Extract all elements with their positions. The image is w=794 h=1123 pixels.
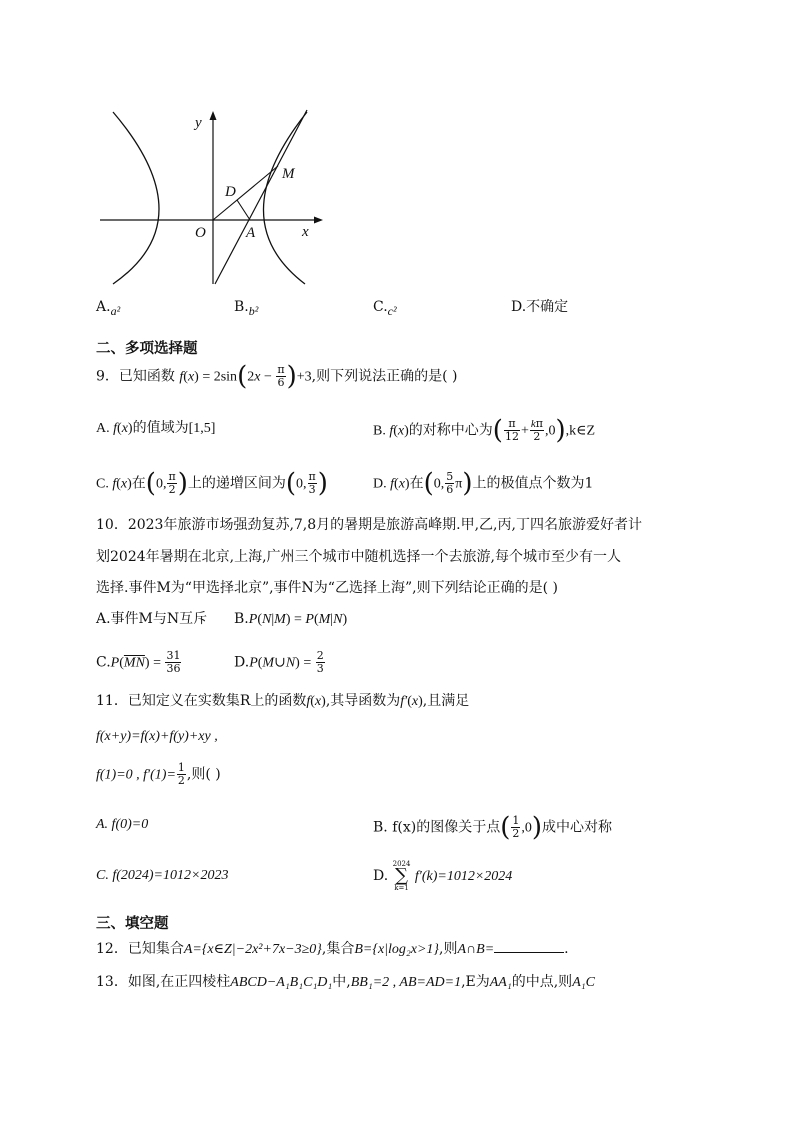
q11-option-b: B. f(x)的图像关于点( $\frac{1}{2}$ ,0)成中心对称: [373, 812, 613, 843]
label-x: x: [302, 224, 309, 240]
q12: 12．已知集合A={x∈Z|−2x²+7x−3≥0},集合B={x|log₂x>1},则A∩B= .: [96, 938, 569, 960]
x-axis-arrow: [314, 217, 323, 224]
q11-equation-2: f(1)=0 , f′(1)= $\frac{1}{2}$ ,则( ): [96, 761, 221, 787]
q9-stem: 9．已知函数 f(x) = 2sin(2x − $\frac{\pi}{6}$ )+3,则下列说法正确的是( ): [96, 361, 458, 392]
hyperbola-figure: [95, 108, 335, 288]
q12-answer-blank[interactable]: [494, 938, 564, 953]
q11-option-d: D. 2024 ∑ k=1 f′(k)=1012×2024: [373, 860, 513, 892]
q10-option-b: B.P(N|M) = P(M|N): [234, 611, 348, 627]
label-M: M: [282, 166, 295, 182]
section-multiple-choice: 二、多项选择题: [96, 341, 198, 357]
label-A: A: [246, 225, 256, 241]
q9-option-a: A. f(x)的值域为[1,5]: [96, 420, 216, 436]
segment-DA: [237, 200, 250, 220]
label-y: y: [195, 115, 202, 131]
q10-option-d: D.P(M∪N) = $\frac{2}{3}$: [234, 649, 324, 675]
section-fill-in: 三、填空题: [96, 916, 169, 932]
q11-stem: 11．已知定义在实数集R上的函数f(x),其导函数为f′(x),且满足: [96, 693, 470, 709]
q9-option-c: C. f(x)在(0, $\frac{\pi}{2}$ )上的递增区间为(0, $\frac{\pi}{3}$ ): [96, 468, 328, 499]
q8-option-b: B.b²: [234, 299, 259, 318]
q11-option-c: C. f(2024)=1012×2023: [96, 868, 229, 883]
q8-option-a: A.a²: [96, 299, 121, 318]
q10-line-2: 划2024年暑期在北京,上海,广州三个城市中随机选择一个去旅游,每个城市至少有一人: [96, 549, 621, 565]
q9-option-d: D. f(x)在(0, $\frac{5}{6}$ π)上的极值点个数为1: [373, 468, 594, 499]
q11-option-a: A. f(0)=0: [96, 817, 149, 832]
q13: 13．如图,在正四棱柱ABCD−A₁B₁C₁D₁中,BB₁=2 , AB=AD=1,E为AA₁的中点,则A₁C: [96, 974, 595, 990]
q8-option-c: C.c²: [373, 299, 397, 318]
label-D: D: [225, 184, 236, 200]
q10-option-c: $C.P(\overline{MN})$ = $\frac{31}{36}$: [96, 649, 181, 675]
segment-OM: [213, 166, 278, 220]
q10-line-1: 10．2023年旅游市场强劲复苏,7,8月的暑期是旅游高峰期.甲,乙,丙,丁四名旅游爱好者计: [96, 517, 642, 533]
q10-line-3: 选择.事件M为“甲选择北京”,事件N为“乙选择上海”,则下列结论正确的是( ): [96, 580, 558, 596]
hyperbola-right-branch: [263, 112, 307, 284]
q10-option-a: A.事件M与N互斥: [96, 611, 208, 627]
y-axis-arrow: [210, 111, 217, 120]
q11-equation-1: f(x+y)=f(x)+f(y)+xy ,: [96, 729, 218, 744]
hyperbola-left-branch: [113, 112, 159, 284]
q9-option-b: B. f(x)的对称中心为( $\frac{\pi}{12}$ + $\frac{k\pi}{2}$ ,0),k∈Z: [373, 415, 596, 446]
label-O: O: [195, 225, 206, 241]
q8-option-d: D.不确定: [511, 299, 569, 315]
